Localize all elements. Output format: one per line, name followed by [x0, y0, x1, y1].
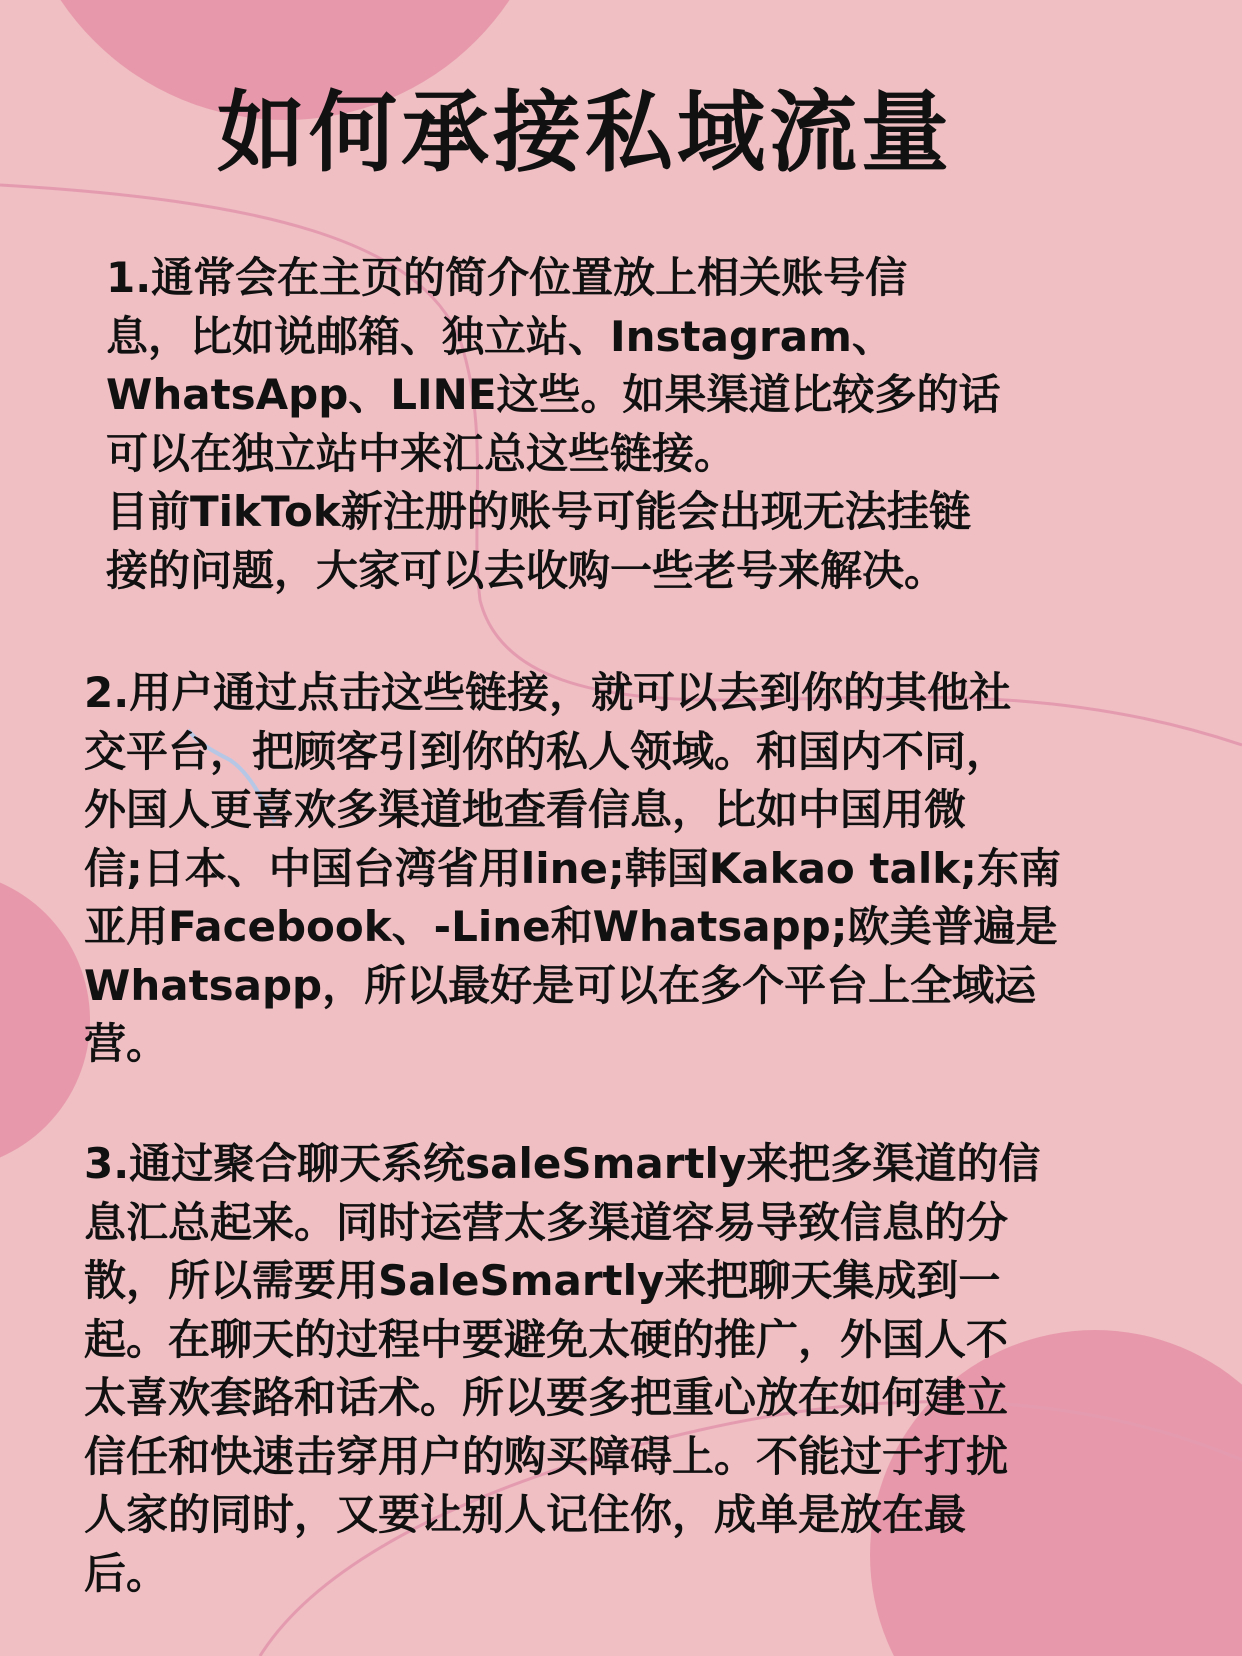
paragraph-line: 息汇总起来。同时运营太多渠道容易导致信息的分 — [84, 1197, 1009, 1247]
paragraph-line: 息，比如说邮箱、独立站、Instagram、 — [106, 311, 894, 361]
paragraph-line: 太喜欢套路和话术。所以要多把重心放在如何建立 — [84, 1373, 1009, 1422]
paragraph-line: 信任和快速击穿用户的购买障碍上。不能过于打扰 — [84, 1431, 1009, 1481]
paragraph-line: 2.用户通过点击这些链接，就可以去到你的其他社 — [84, 668, 1012, 717]
paragraph-line: 营。 — [84, 1019, 169, 1068]
paragraph-line: 信;日本、中国台湾省用line;韩国Kakao talk;东南 — [84, 843, 1061, 893]
paragraph-line: 3.通过聚合聊天系统saleSmartly来把多渠道的信 — [84, 1139, 1041, 1188]
paragraph-2 — [84, 664, 1061, 1074]
paragraph-line: WhatsApp、LINE这些。如果渠道比较多的话 — [106, 370, 1001, 419]
paragraph-line: 后。 — [84, 1548, 169, 1598]
paragraph-line: 交平台，把顾客引到你的私人领域。和国内不同， — [84, 726, 1009, 776]
paragraph-1 — [106, 249, 1001, 600]
paragraph-line: 可以在独立站中来汇总这些链接。 — [106, 428, 737, 478]
paragraph-line: 起。在聊天的过程中要避免太硬的推广，外国人不 — [84, 1314, 1009, 1364]
paragraph-line: 散，所以需要用SaleSmartly来把聊天集成到一 — [84, 1256, 1001, 1305]
paragraph-3 — [84, 1135, 1040, 1603]
paragraph-line: 接的问题，大家可以去收购一些老号来解决。 — [106, 545, 947, 595]
paragraph-line: 目前TikTok新注册的账号可能会出现无法挂链 — [106, 487, 971, 536]
paragraph-line: 人家的同时，又要让别人记住你，成单是放在最 — [84, 1490, 967, 1539]
paragraph-line: 亚用Facebook、-Line和Whatsapp;欧美普遍是 — [84, 902, 1058, 951]
left-blob — [0, 870, 90, 1170]
paragraph-line: Whatsapp，所以最好是可以在多个平台上全域运 — [84, 960, 1037, 1010]
paragraph-line: 外国人更喜欢多渠道地查看信息，比如中国用微 — [84, 785, 967, 834]
page-title: 如何承接私域流量 — [216, 81, 953, 184]
paragraph-line: 1.通常会在主页的简介位置放上相关账号信 — [106, 253, 908, 302]
